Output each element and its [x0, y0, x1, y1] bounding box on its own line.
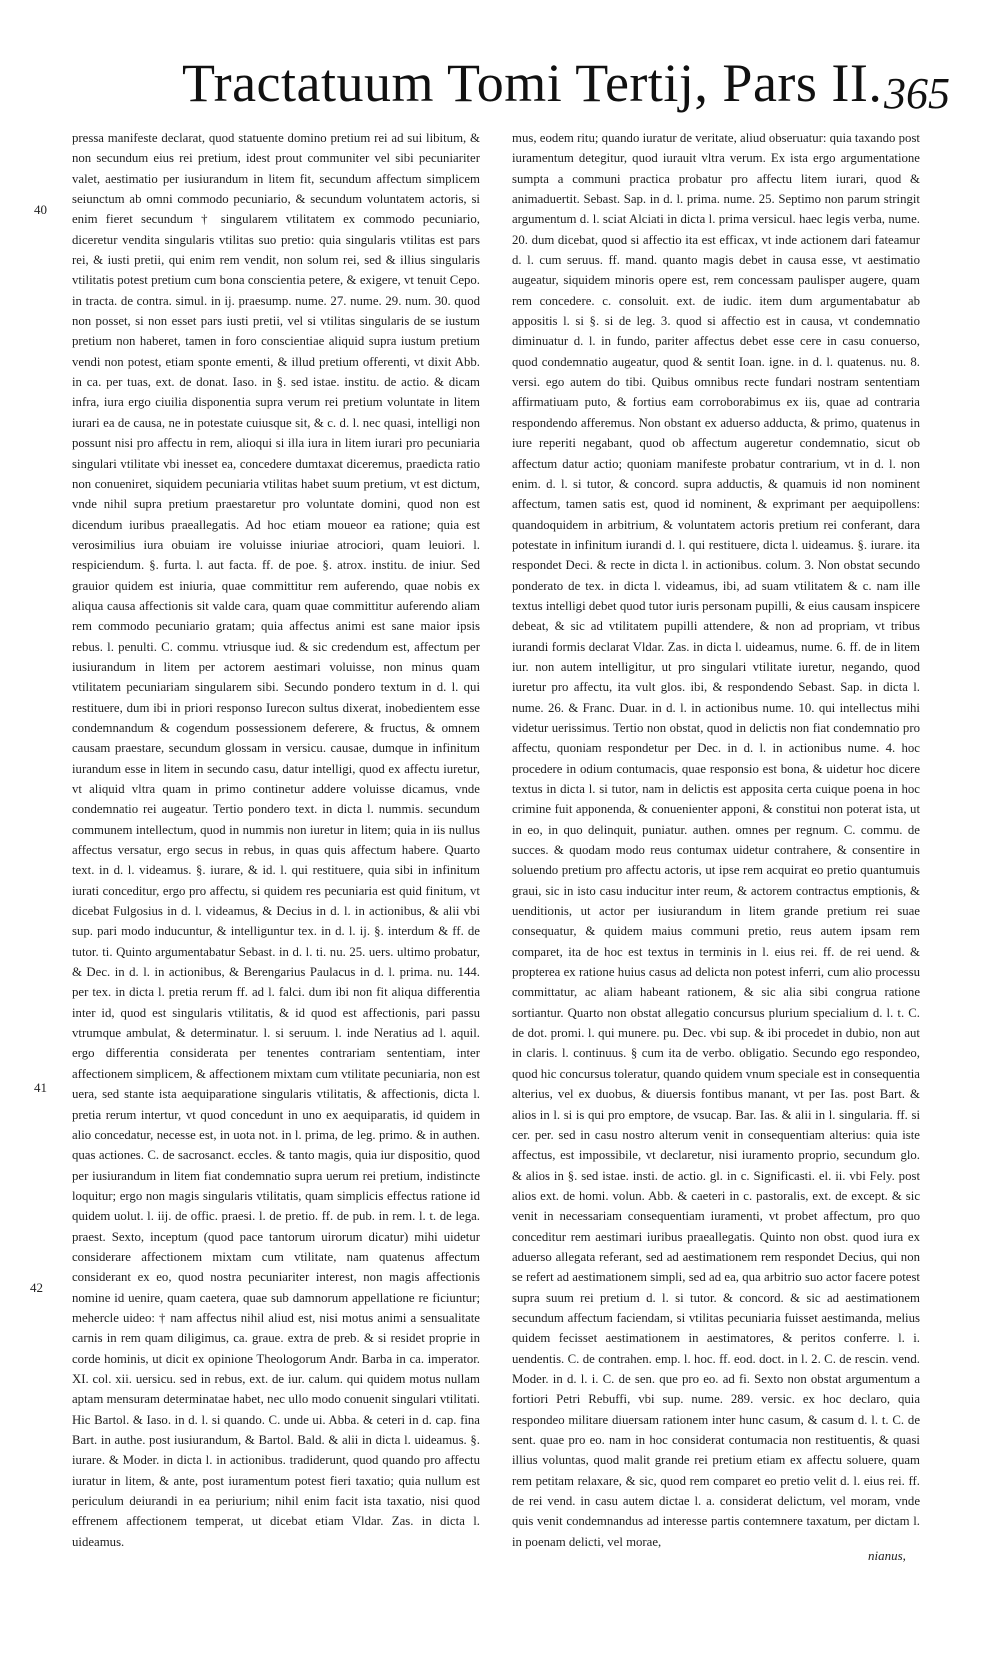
margin-note-40: 40 — [34, 202, 47, 217]
left-column — [72, 128, 480, 1552]
margin-note-41: 41 — [34, 1080, 47, 1095]
page-number: 365 — [884, 69, 950, 118]
catchword: nianus, — [868, 1548, 906, 1563]
running-title: Tractatuum Tomi Tertij, Pars II. — [182, 53, 883, 113]
right-column — [512, 128, 920, 1552]
margin-note-42: 42 — [30, 1280, 43, 1295]
left-column-paragraph: pressa manifeste declarat, quod statuente domino pretium rei ad sui libitum, & non secundum eius rei pretium, idest prout communiter vel sibi pecuniariter valet, aestimatio per iusiurandum in litem fit, secundum affectum simplicem seiunctum ab omni commodo pecuniario, & secundum voluntatem actoris, si enim fieret secundum † singularem vtilitatem ex commodo pecuniario, diceretur vendita singularis vtilitas suo pretio: quia singularis vtilitas est pars rei, & iusti pretii, qui enim rem vendit, non solum rei, sed & illius singularis vtilitatis potest pretium cum bona conscientia petere, & exigere, vt tenuit Cepo. in tracta. de contra. simul. in ij. praesump. nume. 27. nume. 29. num. 30. quod non posset, si non esset pars iusti pretii, vel si vtilitas singularis de se iustum pretium non haberet, tamen in foro conscientiae aliquid supra iustum pretium vendi non potest, etiam sponte ementi, & illud pretium offerenti, vt dixit Abb. in ca. per tuas, ext. de donat. Iaso. in §. sed istae. institu. de actio. & dicam infra, iura ergo ciuilia disponentia supra verum rei pretium voluntate in litem iurari ea de causa, ne in potestate cuiusque sit, & c. d. l. nec quasi, intelligi non possunt nisi pro affectu in rem, alioqui si illa iura in litem iurari pro pecuniaria singulari vtilitate vbi inesset ea, concedere dumtaxat diceremus, praedicta ratio non conueniret, siquidem pecuniaria vtilitas habet suum pretium, vt est dictum, vnde nihil supra pretium praestaretur pro voluntate domini, quod non est dicendum iuribus praeallegatis. Ad hoc etiam moueor ea ratione; quia est verosimilius iura obuiam ire voluisse iniuriae atrociori, quam leuiori. l. respiciendum. §. furta. l. aut facta. ff. de poe. §. atrox. institu. de iniur. Sed grauior quidem est iniuria, quae committitur rem auferendo, quae nobis ex aliqua causa affectionis sit valde cara, quam quae committitur auferendo aliam rem commodo pecuniario gratam; quia affectus animi est sane maior ipsis rebus. l. penulti. C. commu. vtriusque iud. & sic credendum est, affectum per iusiurandum in litem per actorem aestimari voluisse, non minus quam vtilitatem pecuniariam singularem sibi. Secundo pondero textum in d. l. qui restituere, dum ibi in priori responso Iurecon sultus dixerat, inobedientem esse condemnandum & cogendum possessionem deferere, & fructus, & omnem causam praestare, secundum glossam in versicu. causae, dumque in infinitum iurandum esse in litem in secundo casu, datur intelligi, quod ex affectu iuretur, vt aliquid vltra quam in primo continetur addere voluisse dicamus, vnde condemnatio rei augeatur. Tertio pondero text. in dicta l. nummis. secundum communem intellectum, quod in nummis non iuretur in litem; quia in iis nullus affectus versatur, ergo secus in rebus, in quas quis affectum habere. Quarto text. in d. l. videamus. §. iurare, & id. l. qui restituere, quia sibi in infinitum iurati conceditur, ergo pro affectu, si quidem res pecuniaria est quid finitum, vt dicebat Fulgosius in d. l. videamus, & Decius in d. l. in actionibus, & alii vbi sup. pari modo inducuntur, & intelliguntur tex. in d. l. ij. §. interdum & ff. de tutor. ti. Quinto argumentabatur Sebast. in d. l. ti. nu. 25. uers. ultimo probatur, & Dec. in d. l. in actionibus, & Berengarius Paulacus in d. l. prima. nu. 144. per tex. in dicta l. pretia rerum ff. ad l. falci. dum ibi non fit aliqua differentia inter id, quod est singularis vtilitatis, & id quod est affectionis, pari passu vtrumque ambulat, & determinatur. l. si seruum. l. inde Neratius ad l. aquil. ergo differentia considerata per tenentes contrariam sententiam, inter affectionem simplicem, & affectionem mixtam cum vtilitate pecuniaria, non est uera, sed stante ista aequiparatione singularis vtilitatis, & affectionis, dicta l. pretia rerum intertur, vt quod concedunt in uno ex aequiparatis, id quidem in alio concedatur, necesse est, in uota not. in l. prima, de leg. primo. & in authen. quas actiones. C. de sacrosanct. eccles. & tanto magis, quia iur dispositio, quod per iusiurandum in litem fiat condemnatio supra uerum rei pretium, indistincte loquitur; ergo non magis singularis vtilitatis, quam simplicis effectus ratione id quidem uolut. l. iij. de offic. praesi. l. de pretio. ff. de pub. in rem. l. t. de lega. praest. Sexto, inceptum (quod pace tantorum uirorum dicatur) mihi uidetur considerare affectionem mixtam cum vtilitate, nam quatenus affectum considerant ex eo, quod nostra pecuniariter interest, non magis affectionis nomine id uenire, quam caetera, quae sub damnorum appellatione re ficiuntur; mehercle uideo: † nam affectus nihil aliud est, nisi motus animi a sensualitate carnis in rem quam diligimus, ca. graue. extra de preb. & si residet proprie in corde hominis, ut dicit ex opinione Theologorum Andr. Barba in ca. imperator. XI. col. xii. uersicu. sed in rebus, ext. de iur. calum. qui quidem motus nullam aptam mensuram determinatae habet, nec ullo modo conuenit singulari vtilitati. Hic Bartol. & Iaso. in d. l. si quando. C. unde ui. Abba. & ceteri in d. cap. fina Bart. in authe. post iusiurandum, & Bartol. Bald. & alii in dicta l. uideamus. §. iurare. & Moder. in dicta l. in actionibus. tradiderunt, quod quando pro affectu iuratur in litem, & ante, post iuramentum potest fieri taxatio; quia nullum est periculum deiurandi in ea periurium; nihil enim facit ista taxatio, nisi quod effrenem affectionem temperat, ut dicebat etiam Vldar. Zas. in dicta l. uideamus. — [72, 131, 480, 1549]
right-column-paragraph: mus, eodem ritu; quando iuratur de veritate, aliud obseruatur: quia taxando post iuramentum detegitur, quod iurauit vltra verum. Ex ista ergo argumentatione sumpta a communi practica probatur pro affectu litem iurari, quod & animaduertit. Sebast. Sap. in d. l. prima. nume. 25. Septimo non parum stringit argumentum d. l. sciat Alciati in dicta l. prima versicul. haec legis verba, nume. 20. dum dicebat, quod si affectio ita est efficax, vt inde actionem dari fateamur d. l. cum seruus. ff. mand. quanto magis debet in causa esse, vt aestimatio augeatur, siquidem minoris opere est, rem concessam paulisper augere, quam rem concedere. c. consoluit. ext. de iudic. item dum argumentabatur ab appositis l. si §. si de leg. 3. quod si affectio est in causa, vt condemnatio diminuatur d. l. in fundo, pariter affectus debet esse cere in casu conuerso, quod condemnatio augeatur, quod & sentit Ioan. igne. in d. l. quatenus. nu. 8. versi. ego autem do tibi. Quibus omnibus recte fundari nostram sententiam affirmatiuam puto, & fortius eam corroborabimus ex iis, quae ad contraria respondendo afferemus. Non obstant ex aduerso adducta, & primo, quatenus in iure reperiti negabant, quod ob affectum augeretur condemnatio, sicut ob affectum datur actio; quoniam manifeste probatur contrarium, vt in d. l. non enim. d. l. si tutor, & concord. supra adductis, & quamuis id non nominent affectum, tamen satis est, quod id nominent, & exprimant per aequipollens: quandoquidem in arbitrium, & voluntatem actoris pretium rei conferant, dara potestate in infinitum iurandi d. l. qui restituere, dicta l. uideamus. §. iurare. ita respondet Deci. & recte in dicta l. in actionibus. colum. 3. Non obstat secundo ponderato de tex. in dicta l. videamus, ibi, ad suam vtilitatem & c. nam ille textus intelligi debet quod tutor iuris personam pupilli, & eius causam inspicere debeat, & sic ad vtilitatem pupilli attendere, & non ad propriam, vt tribus iurandi formis declarat Vldar. Zas. in dicta l. uideamus, nume. 6. ff. de in litem iur. non autem intelligitur, ut pro singulari vtilitate iuretur, negando, quod iuretur pro affectu, ita vult glos. ibi, & respondendo Sebast. Sap. in dicta l. nume. 26. & Franc. Duar. in d. l. in actionibus nume. 10. qui intellectus mihi videtur uerissimus. Tertio non obstat, quod in delictis non fiat condemnatio pro affectu, quoniam respondetur per Dec. in d. l. in actionibus nume. 4. hoc procedere in odium contumacis, quae responsio est bona, & uidetur hoc dicere textus in dicta l. si tutor, nam in delictis est apposita certa cuique poena in hoc crimine fuit apponenda, & conuenienter apponi, & constitui non poterat ista, ut in eo, in quo delinquit, puniatur. authen. omnes per regnum. C. commu. de succes. & quodam modo reus contumax uidetur contrahere, & consentire in soluendo pretium pro affectu actoris, ut ipse rem acquirat eo pretio quantumuis graui, sic in isto casu inducitur inter reum, & actorem contractus emptionis, & uenditionis, ut actor per iusiurandum in litem grande pretium rei suae consequatur, & quidem maius communi pretio, reus autem ipsam rem comparet, ita de hoc est textus in terminis in l. eius rei. ff. de rei uend. & propterea ex ratione huius casus ad delicta non potest inferri, cum alio processu committatur, ac aliam habeant rationem, & sic alia sibi congrua ratione sortiantur. Quarto non obstat allegatio concursus plurium specialium d. l. t. C. de dot. promi. l. qui munere. pu. Dec. vbi sup. & ibi procedet in dubio, non aut in claris. l. continuus. § cum ita de verbo. obligatio. Secundo ego respondeo, quod hic concursus toleratur, quando quidem vnum speciale est in consequentia alterius, vel ex duobus, & diuersis fontibus manant, vt per Ias. post Bart. & alios in l. si is qui pro emptore, de vsucap. Bar. Ias. & alii in l. singularia. ff. si cer. per. sed in casu nostro alterum venit in consequentiam alterius: quia iste affectus, est impossibile, vt declaretur, nisi iuramento proprio, secundum glo. & alios in §. sed istae. insti. de actio. gl. in c. Significasti. el. ii. vbi Fely. post alios ext. de homi. volun. Abb. & caeteri in c. pastoralis, ext. de except. & sic venit in necessariam consequentiam iuramenti, vt probet affectum, pro quo conceditur rem aestimari iuribus praeallegatis. Quinto non obst. quod iura ex aduerso allegata referant, sed ad aestimationem rem respondet Decius, qui non se refert ad aestimationem simpli, sed ad ea, qua arbitrio suo actor facere potest supra suum rei pretium d. l. si tutor. & concord. & sic ad aestimationem secundum affectum faciendam, si vtilitas pecuniaria fuisset aestimanda, melius quidem fecisset aestimationem in aestimatores, & peritos conferre. l. i. uendentis. C. de contrahen. emp. l. hoc. ff. eod. doct. in l. 2. C. de rescin. vend. Moder. in d. l. i. C. de sen. que pro eo. ad fi. Sexto non obstat argumentum a fortiori Petri Rebuffi, vbi sup. nume. 289. versic. ex hoc declaro, quia respondeo militare diuersam rationem inter hunc casum, & casum d. l. t. C. de sent. quae pro eo. nam in hoc considerat contumacia non restituentis, & quasi illius voluntas, quod malit grande rei pretium etiam ex affectu soluere, quam rem petitam relaxare, & sic, quod rem comparet eo pretio velit d. l. eius rei. ff. de rei vend. in casu autem dictae l. a. considerat delictum, vel moram, vnde quis venit condemnandus ad interesse partis contemnere taxatum, per dictam l. in poenam delicti, vel morae, — [512, 131, 920, 1549]
page-header — [170, 52, 950, 122]
